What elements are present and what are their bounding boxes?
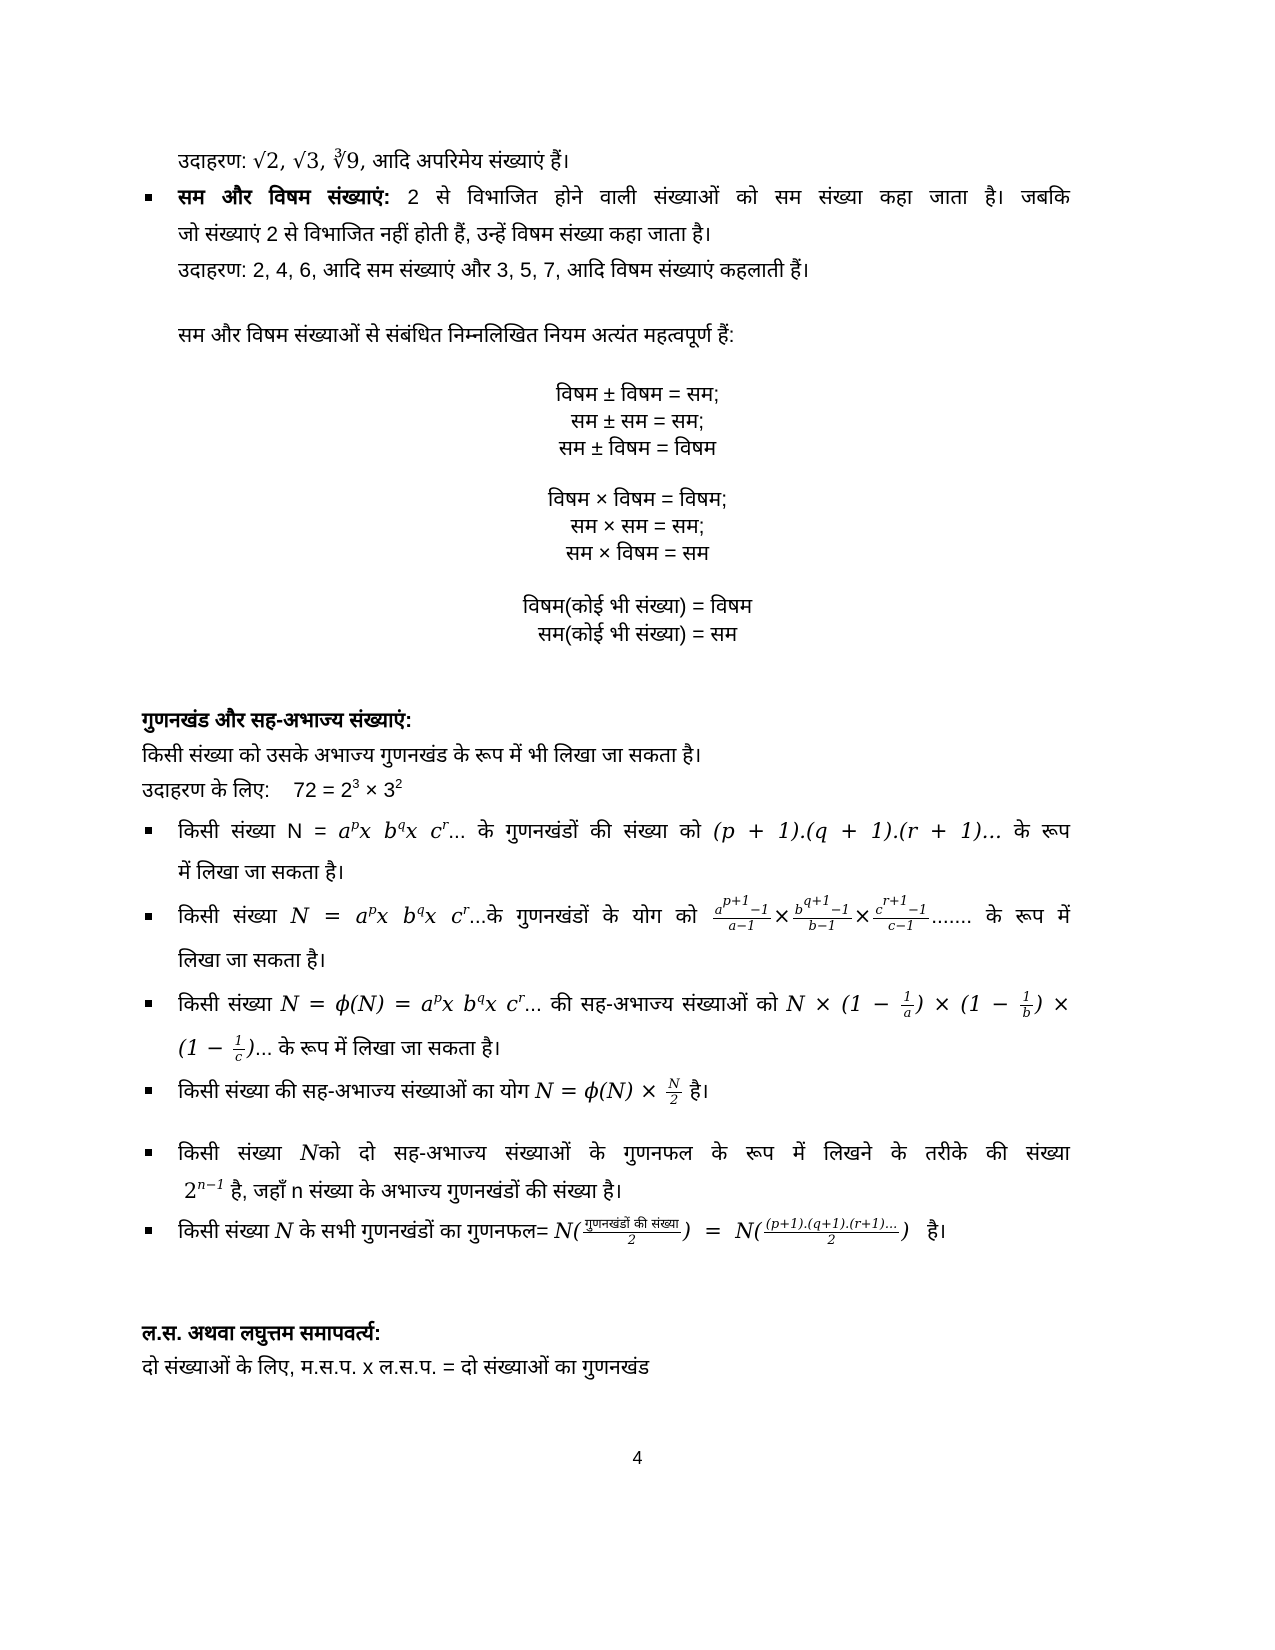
- text: के रूप: [1013, 820, 1071, 843]
- math: 72 = 2: [293, 779, 353, 802]
- text: के सभी गुणनखंडों का गुणनफल=: [299, 1220, 549, 1243]
- even-odd-def-2: जो संख्याएं 2 से विभाजित नहीं होती हैं, उन्हें विषम संख्या कहा जाता है।: [178, 223, 712, 246]
- bullet-factor-count: किसी संख्या $N = a^px$ $b^qx$ $c^r$... के गुणनखंडों की संख्या को (p + 1).(q + 1).(r + 1)... के रूप: [178, 818, 1071, 843]
- bullet-icon: [145, 913, 152, 920]
- bullet-icon: [145, 1087, 152, 1094]
- text: के गुणनखंडों के योग को: [486, 905, 698, 928]
- rule: सम(कोई भी संख्या) = सम: [537, 623, 738, 646]
- bullet-icon: [145, 1000, 152, 1007]
- section-heading-factors: गुणनखंड और सह-अभाज्य संख्याएं:: [142, 709, 413, 732]
- text: लिखा जा सकता है।: [178, 949, 326, 972]
- bullet-icon: [145, 1227, 152, 1234]
- rules-block-2: [0, 486, 1275, 567]
- rule: विषम ± विषम = सम;: [555, 383, 720, 406]
- bullet-icon: [145, 194, 152, 201]
- text: है।: [926, 1220, 947, 1243]
- even-odd-example: उदाहरण: 2, 4, 6, आदि सम संख्याएं और 3, 5, 7, आदि विषम संख्याएं कहलाती हैं।: [178, 259, 810, 282]
- text: 2 से विभाजित होने वाली संख्याओं को सम संख्या कहा जाता है। जबकि: [407, 186, 1070, 209]
- term: सम और विषम संख्याएं:: [178, 186, 391, 209]
- text: है, जहाँ n संख्या के अभाज्य गुणनखंडों की संख्या है।: [230, 1180, 622, 1203]
- rule: सम ± विषम = विषम: [558, 437, 717, 460]
- text: की सह-अभाज्य संख्याओं को: [550, 993, 778, 1016]
- even-odd-def: [178, 183, 1070, 213]
- section-heading-lcm: ल.स. अथवा लघुत्तम समापवर्त्य:: [142, 1322, 381, 1345]
- math: √2, √3, ∛9,: [252, 149, 367, 173]
- text: है।: [689, 1080, 709, 1103]
- bullet-coprime-count-2: (1 − $\frac{1}{c}$ )... के रूप में लिखा जा सकता है।: [178, 1034, 501, 1065]
- rule: सम × सम = सम;: [570, 515, 705, 538]
- text: के गुणनखंडों की संख्या को: [477, 820, 702, 843]
- text: किसी संख्या: [178, 1142, 282, 1165]
- text: में लिखा जा सकता है।: [178, 861, 345, 884]
- rules-intro: सम और विषम संख्याओं से संबंधित निम्नलिखित नियम अत्यंत महत्वपूर्ण हैं:: [178, 324, 735, 347]
- text: किसी संख्या: [178, 820, 276, 843]
- bullet-icon: [145, 827, 152, 834]
- text: ....... के रूप में: [931, 905, 1071, 928]
- bullet-factor-sum: किसी संख्या $N = a^px$ $b^qx$ $c^r...के$ गुणनखंडों के योग को $\frac{a^{p+1}-1}{a-1}$ × $\frac{b^{q+1}-1}{b-1}$ × $\frac{c^{r+1}-1}{c-1}$ ....... के रूप में: [178, 893, 1071, 934]
- irrational-example: [178, 146, 569, 177]
- rule: सम ± सम = सम;: [570, 410, 705, 433]
- text: किसी संख्या की सह-अभाज्य संख्याओं का योग: [178, 1080, 530, 1103]
- numerator: (p+1).(q+1).(r+1)...: [765, 1217, 898, 1232]
- bullet-factor-product: किसी संख्या N के सभी गुणनखंडों का गुणनफल= N( $\frac{\text{गुणनखंडों की संख्या}}{2}$ ) = N( $\frac{(p+1).(q+1).(r+1)...}{2}$ ) है।: [178, 1217, 947, 1248]
- rules-block-3: [0, 593, 1275, 649]
- denominator: 2: [827, 1233, 836, 1248]
- bullet-coprime-count: किसी संख्या $N = \phi(N) = a^px$ $b^qx$ $c^r$... की सह-अभाज्य संख्याओं को N × (1 − $\frac{1}{a}$ ) × (1 − $\frac{1}{b}$ ) ×: [178, 990, 1071, 1021]
- text: आदि अपरिमेय संख्याएं हैं।: [372, 150, 570, 173]
- numerator: गुणनखंडों की संख्या: [584, 1217, 679, 1232]
- text: को दो सह-अभाज्य संख्याओं के गुणनफल के रूप में लिखने के तरीके की संख्या: [318, 1142, 1070, 1165]
- bullet-icon: [145, 1149, 152, 1156]
- factors-intro: किसी संख्या को उसके अभाज्य गुणनखंड के रूप में भी लिखा जा सकता है।: [142, 744, 702, 767]
- text: किसी संख्या: [178, 1220, 270, 1243]
- bullet-coprime-pairs: किसी संख्या Nको दो सह-अभाज्य संख्याओं के गुणनफल के रूप में लिखने के तरीके की संख्या: [178, 1141, 1070, 1165]
- page-number: 4: [632, 1448, 643, 1468]
- bullet-coprime-sum: किसी संख्या की सह-अभाज्य संख्याओं का योग N = ϕ(N) × $\frac{N}{2}$ है।: [178, 1077, 709, 1108]
- label: उदाहरण के लिए:: [142, 779, 270, 802]
- bullet-coprime-pairs-2: $2^{n-1}$ है, जहाँ n संख्या के अभाज्य गुणनखंडों की संख्या है।: [183, 1178, 622, 1203]
- rule: सम × विषम = सम: [565, 542, 710, 565]
- text: के रूप में लिखा जा सकता है।: [278, 1037, 501, 1060]
- lcm-text: दो संख्याओं के लिए, म.स.प. x ल.स.प. = दो संख्याओं का गुणनखंड: [142, 1356, 650, 1379]
- text: किसी संख्या: [178, 993, 272, 1016]
- text: किसी संख्या: [178, 905, 277, 928]
- factors-example: उदाहरण के लिए: $72 = 2^3 \times 3^2$: [142, 776, 403, 802]
- rule: विषम × विषम = विषम;: [547, 488, 728, 511]
- denominator: 2: [627, 1233, 636, 1248]
- rule: विषम(कोई भी संख्या) = विषम: [522, 595, 753, 618]
- label: उदाहरण:: [178, 150, 247, 173]
- rules-block-1: [0, 381, 1275, 462]
